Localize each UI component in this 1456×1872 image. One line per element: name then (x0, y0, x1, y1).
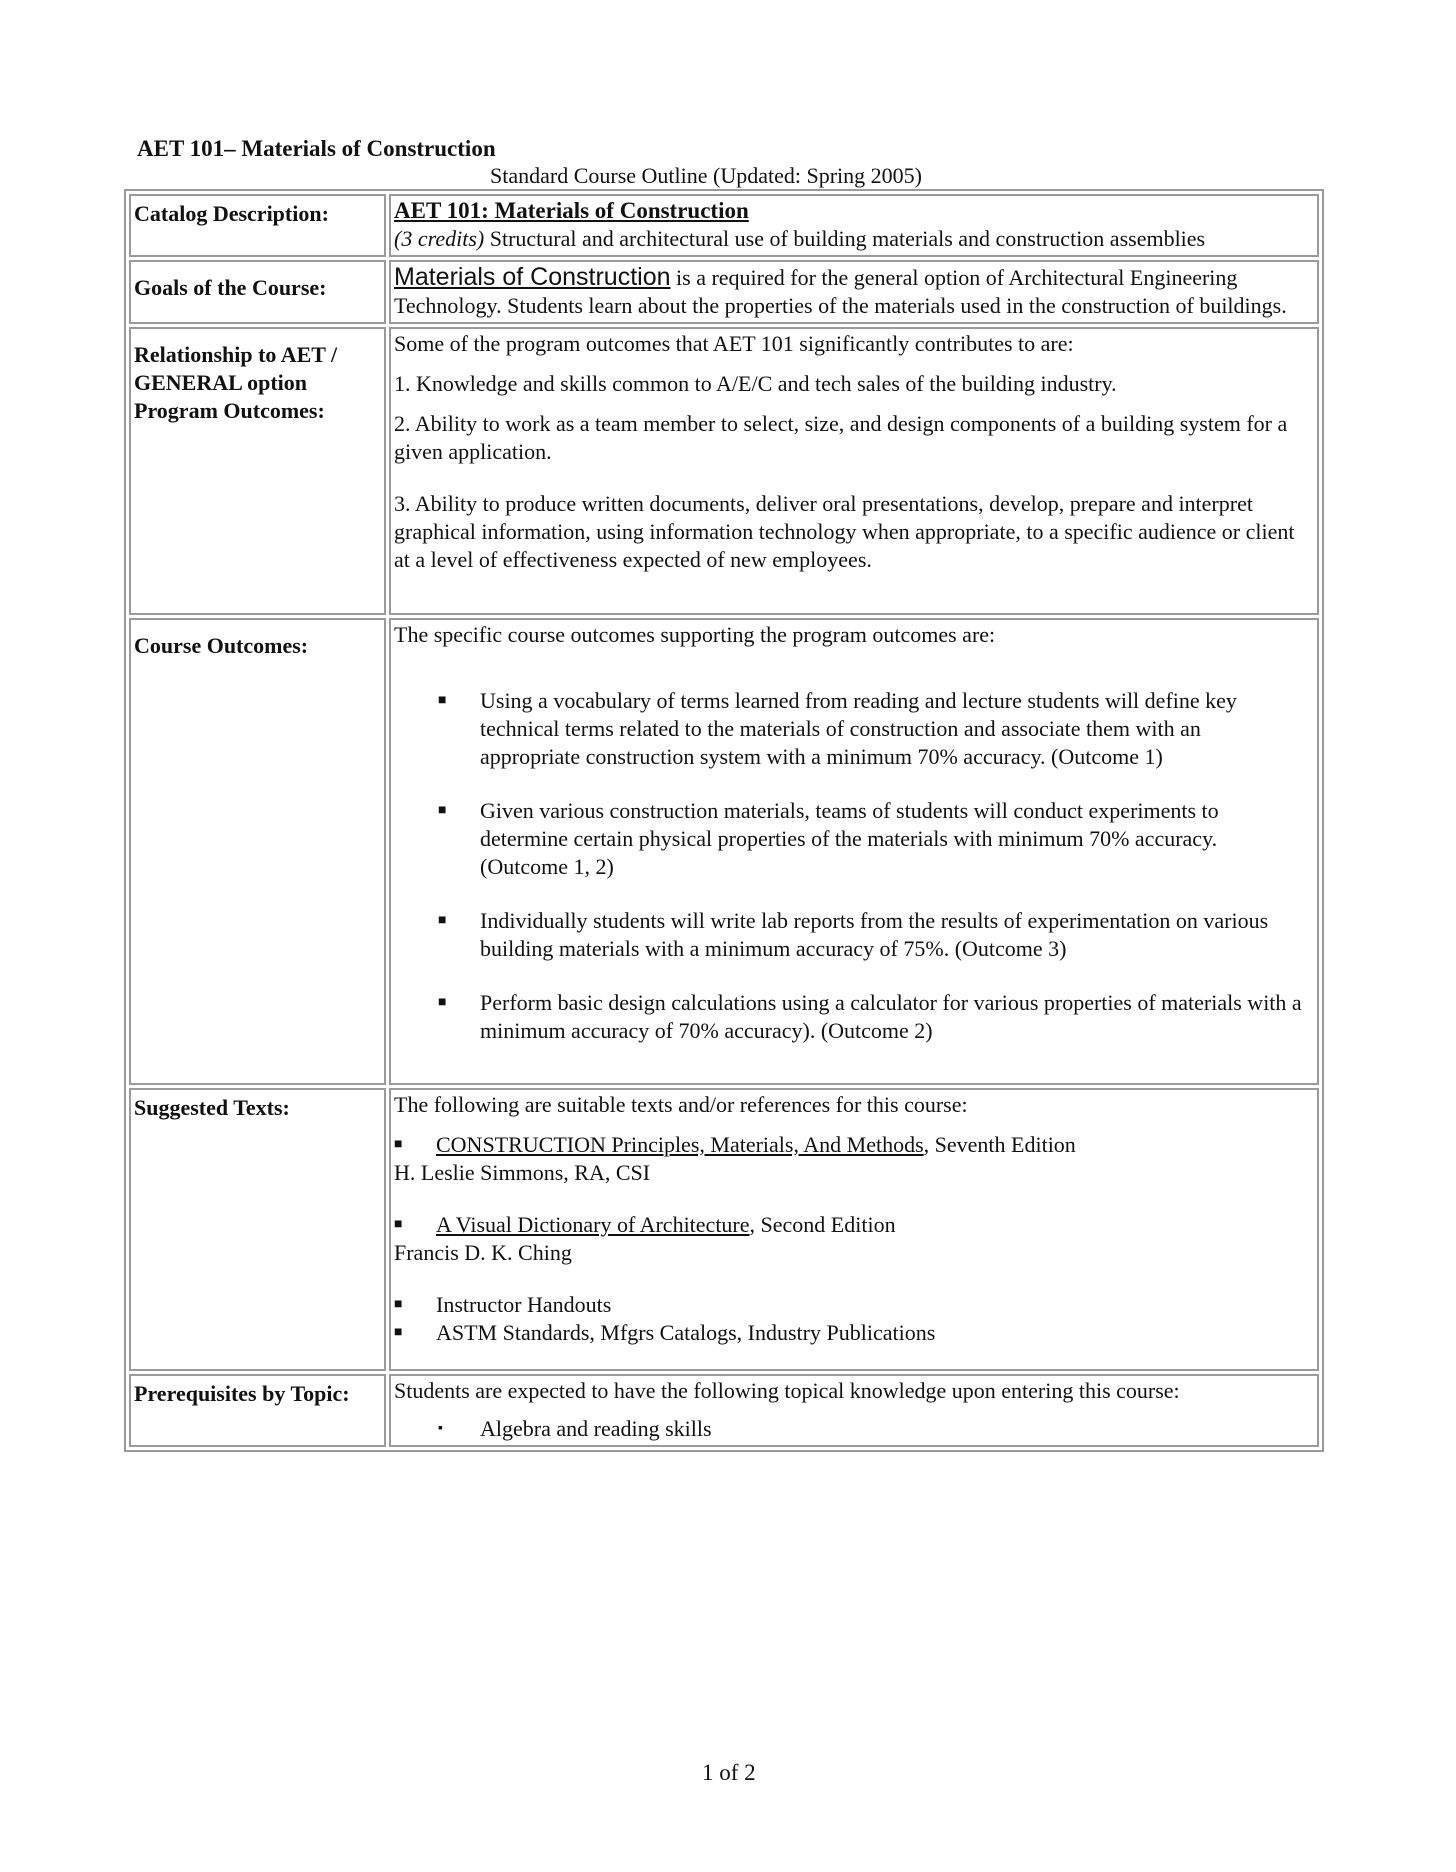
suggested-texts-cell (389, 1088, 1319, 1371)
suggested-texts-row (129, 1088, 1319, 1371)
goals-cell (389, 260, 1319, 324)
book-edition: , Seventh Edition (923, 1132, 1076, 1157)
book-author: Francis D. K. Ching (394, 1240, 572, 1265)
catalog-description-body: Structural and architectural use of building materials and construction assemblies (484, 226, 1206, 251)
course-outcomes-intro: The specific course outcomes supporting the program outcomes are: (394, 622, 996, 647)
catalog-description-cell (389, 194, 1319, 257)
bullet-icon: ■ (394, 1137, 403, 1152)
goals-body: is a required for the general option of Architectural Engineering Technology. Students learn about the properties of the materials used in the construction of buildings. (394, 265, 1287, 318)
prerequisites-label: Prerequisites by Topic: (129, 1374, 386, 1447)
book-entry (394, 1211, 1314, 1239)
relationship-row (129, 327, 1319, 615)
bullet-icon: ■ (438, 995, 447, 1010)
course-outcome-text: Perform basic design calculations using a calculator for various properties of materials with a minimum accuracy of 70% accuracy). (Outcome 2) (480, 990, 1302, 1043)
reference-text: Instructor Handouts (436, 1292, 612, 1317)
course-outcome-text: Given various construction materials, teams of students will conduct experiments to determine certain physical properties of the materials with minimum 70% accuracy. (Outcome 1, 2) (480, 798, 1219, 879)
book-title: CONSTRUCTION Principles, Materials, And Methods (436, 1132, 924, 1157)
prerequisites-intro: Students are expected to have the following topical knowledge upon entering this course: (394, 1378, 1180, 1403)
credits-note: (3 credits) (394, 226, 485, 251)
goals-row (129, 260, 1319, 324)
suggested-texts-intro: The following are suitable texts and/or references for this course: (394, 1092, 968, 1117)
bullet-icon: ■ (394, 1325, 403, 1340)
catalog-description-label: Catalog Description: (129, 194, 386, 257)
course-outcomes-list (394, 687, 1314, 1081)
list-item (394, 907, 1314, 963)
page-subtitle: Standard Course Outline (Updated: Spring 2005) (490, 163, 922, 188)
course-outcome-text: Individually students will write lab reports from the results of experimentation on various building materials with a minimum accuracy of 75%. (Outcome 3) (480, 908, 1269, 961)
prerequisites-cell (389, 1374, 1319, 1447)
suggested-texts-label: Suggested Texts: (129, 1088, 386, 1371)
list-item (394, 1415, 1314, 1443)
prerequisite-text: Algebra and reading skills (480, 1416, 712, 1441)
reference-entry (394, 1291, 1314, 1319)
reference-text: ASTM Standards, Mfgrs Catalogs, Industry Publications (436, 1320, 936, 1345)
page-title: AET 101– Materials of Construction (137, 136, 496, 161)
bullet-icon: ▪ (438, 1421, 443, 1436)
book-author: H. Leslie Simmons, RA, CSI (394, 1160, 651, 1185)
book-edition: , Second Edition (749, 1212, 896, 1237)
list-item (394, 989, 1314, 1045)
prerequisites-row (129, 1374, 1319, 1447)
program-outcome-1: 1. Knowledge and skills common to A/E/C and tech sales of the building industry. (394, 371, 1117, 396)
goals-text (394, 263, 1314, 320)
course-outcomes-row (129, 618, 1319, 1085)
bullet-icon: ■ (394, 1217, 403, 1232)
bullet-icon: ■ (438, 803, 447, 818)
program-outcome-3: 3. Ability to produce written documents, deliver oral presentations, develop, prepare and interpret graphical information, using information technology when appropriate, to a specific audience or client at a level of effectiveness expected of new employees. (394, 491, 1295, 572)
relationship-label: Relationship to AET / GENERAL option Program Outcomes: (129, 327, 386, 615)
page-number: 1 of 2 (702, 1760, 756, 1785)
goals-course-name: Materials of Construction (394, 263, 671, 291)
course-heading: AET 101: Materials of Construction (394, 198, 749, 223)
list-item (394, 797, 1314, 881)
book-title: A Visual Dictionary of Architecture (436, 1212, 750, 1237)
reference-entry (394, 1319, 1314, 1367)
bullet-icon: ■ (438, 913, 447, 928)
book-entry (394, 1131, 1314, 1159)
program-outcome-2: 2. Ability to work as a team member to select, size, and design components of a building system for a given application. (394, 411, 1288, 464)
bullet-icon: ■ (438, 693, 447, 708)
list-item (394, 687, 1314, 771)
catalog-description-text (394, 225, 1314, 253)
course-outcomes-cell (389, 618, 1319, 1085)
course-outcome-text: Using a vocabulary of terms learned from reading and lecture students will define key technical terms related to the materials of construction and associate them with an appropriate construction system with a minimum 70% accuracy. (Outcome 1) (480, 688, 1237, 769)
goals-label: Goals of the Course: (129, 260, 386, 324)
relationship-cell (389, 327, 1319, 615)
course-outcomes-label: Course Outcomes: (129, 618, 386, 1085)
bullet-icon: ■ (394, 1297, 403, 1312)
relationship-intro: Some of the program outcomes that AET 101 significantly contributes to are: (394, 331, 1074, 356)
catalog-description-row (129, 194, 1319, 257)
course-outline-table (124, 189, 1324, 1452)
